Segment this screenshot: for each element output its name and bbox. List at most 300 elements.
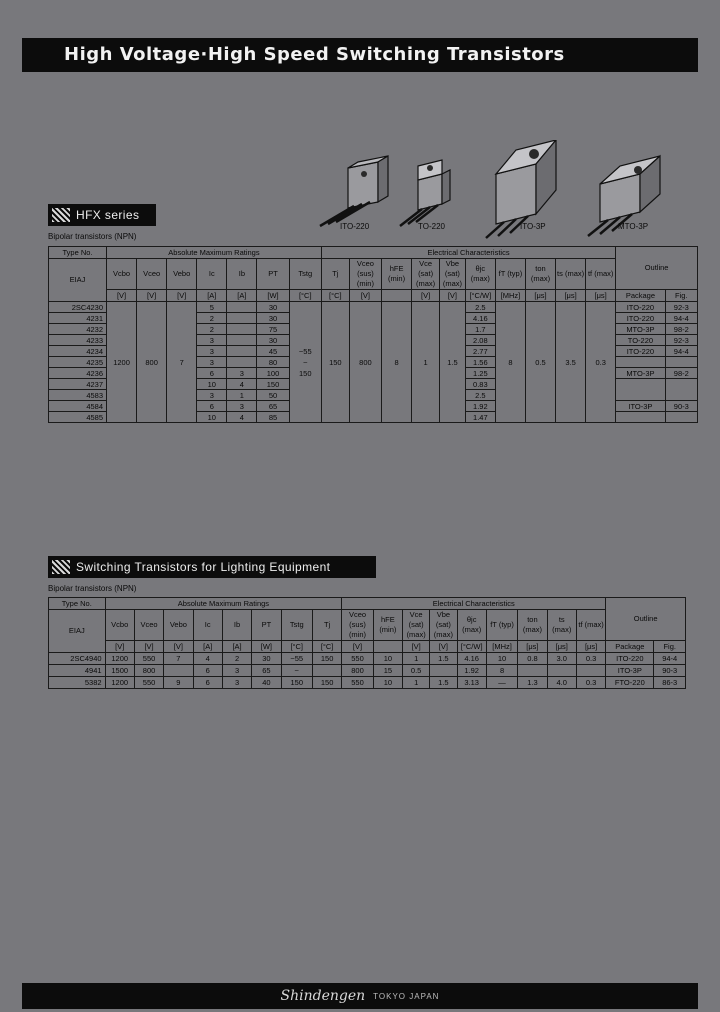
hdr-fig: Fig. [665, 290, 697, 302]
cell-vceo [137, 390, 167, 401]
cell-tj [321, 412, 349, 423]
cell-package [616, 357, 665, 368]
cell-vbe: 1.5 [430, 677, 457, 689]
cell-vbe_sat [440, 368, 466, 379]
cell-vbe: 1.5 [430, 653, 457, 665]
cell-vebo: 7 [164, 653, 193, 665]
cell-ts [556, 401, 586, 412]
cell-tj [321, 302, 349, 313]
section-mark-icon [52, 208, 70, 222]
cell-vceo: 550 [134, 677, 163, 689]
cell-fig: 98-2 [665, 368, 697, 379]
cell-ib [227, 302, 257, 313]
lhdr-ib: Ib [222, 610, 251, 641]
cell-ts [556, 335, 586, 346]
lunit-ib: [A] [222, 641, 251, 653]
lunit-hfe [373, 641, 402, 653]
cell-theta: 2.08 [465, 335, 495, 346]
cell-vceo [137, 324, 167, 335]
unit-vcbo: [V] [107, 290, 137, 302]
lunit-tj: [°C] [312, 641, 341, 653]
cell-hfe: 8 [382, 357, 412, 368]
hfx-spec-table [48, 246, 698, 423]
cell-theta: 1.56 [465, 357, 495, 368]
cell-type: 4237 [49, 379, 107, 390]
cell-vce: 1 [403, 677, 430, 689]
cell-tstg: ~ [281, 665, 312, 677]
cell-tj: 150 [321, 357, 349, 368]
unit-pt: [W] [257, 290, 289, 302]
lhdr-vbe: Vbe (sat) (max) [430, 610, 457, 641]
lunit-vce: [V] [403, 641, 430, 653]
table-row [49, 346, 698, 357]
cell-ic: 10 [197, 379, 227, 390]
cell-vceo [137, 302, 167, 313]
table-row [49, 665, 686, 677]
cell-tf [586, 335, 616, 346]
cell-tf: 0.3 [576, 677, 605, 689]
cell-vbe_sat [440, 412, 466, 423]
cell-vce_sat [412, 368, 440, 379]
cell-tf: 0.3 [586, 357, 616, 368]
hfx-series-tag: HFX series [48, 204, 156, 226]
cell-ic: 3 [197, 335, 227, 346]
cell-ts [547, 665, 576, 677]
cell-theta: 4.16 [465, 313, 495, 324]
cell-fig [665, 357, 697, 368]
cell-vebo [164, 665, 193, 677]
unit-ts: [μs] [556, 290, 586, 302]
table-row [49, 401, 698, 412]
cell-tj [321, 313, 349, 324]
cell-pt: 100 [257, 368, 289, 379]
cell-ft: 10 [486, 653, 517, 665]
cell-vce_sat [412, 379, 440, 390]
cell-tstg [289, 324, 321, 335]
cell-tj [321, 379, 349, 390]
cell-vcbo [107, 412, 137, 423]
cell-ton [525, 390, 555, 401]
unit-hfe [382, 290, 412, 302]
cell-tf [586, 313, 616, 324]
hdr-vbe-sat: Vbe (sat) (max) [440, 259, 466, 290]
hdr-hfe: hFE (min) [382, 259, 412, 290]
cell-package: TO-220 [616, 335, 665, 346]
cell-hfe [382, 313, 412, 324]
cell-vebo [167, 302, 197, 313]
cell-tj: 150 [312, 653, 341, 665]
pkg-label-ito3p: ITO-3P [520, 222, 546, 231]
lhdr-vebo: Vebo [164, 610, 193, 641]
lhdr-tj: Tj [312, 610, 341, 641]
cell-ib [227, 346, 257, 357]
cell-vcbo [107, 390, 137, 401]
cell-ib: 3 [222, 677, 251, 689]
hdr-tstg: Tstg [289, 259, 321, 290]
cell-ton [525, 335, 555, 346]
table-row [49, 313, 698, 324]
cell-hfe: 10 [373, 677, 402, 689]
cell-type: 2SC4940 [49, 653, 106, 665]
cell-pt: 50 [257, 390, 289, 401]
cell-ft [495, 401, 525, 412]
hdr-ic: Ic [197, 259, 227, 290]
hdr-abs-max: Absolute Maximum Ratings [107, 247, 322, 259]
cell-fig: 92-3 [665, 335, 697, 346]
hdr-vce-sat: Vce (sat) (max) [412, 259, 440, 290]
cell-vceo_sus: 800 [349, 357, 381, 368]
table-row [49, 677, 686, 689]
cell-vcbo [107, 379, 137, 390]
cell-package: ITO-220 [616, 302, 665, 313]
cell-fig: 90-3 [654, 665, 686, 677]
cell-ft [495, 302, 525, 313]
cell-tj: 150 [312, 677, 341, 689]
cell-type: 4941 [49, 665, 106, 677]
lhdr-pt: PT [252, 610, 281, 641]
hdr-vcbo: Vcbo [107, 259, 137, 290]
hdr-ton: ton (max) [525, 259, 555, 290]
cell-vebo [167, 401, 197, 412]
lhdr-vsus: Vceo (sus) (min) [342, 610, 373, 641]
lhdr-abs-max: Absolute Maximum Ratings [105, 598, 342, 610]
cell-type: 4235 [49, 357, 107, 368]
cell-ts [556, 390, 586, 401]
cell-vebo [167, 368, 197, 379]
cell-package: ITO-220 [616, 346, 665, 357]
cell-type: 4583 [49, 390, 107, 401]
cell-theta: 1.25 [465, 368, 495, 379]
cell-vcbo: 1200 [107, 357, 137, 368]
cell-vebo [167, 324, 197, 335]
lunit-ts: [μs] [547, 641, 576, 653]
cell-vbe_sat [440, 335, 466, 346]
cell-tf [586, 368, 616, 379]
cell-theta: 2.5 [465, 302, 495, 313]
cell-vbe_sat [440, 390, 466, 401]
hdr-pt: PT [257, 259, 289, 290]
cell-type: 4236 [49, 368, 107, 379]
cell-ft [495, 335, 525, 346]
cell-vebo [167, 379, 197, 390]
cell-ib: 2 [222, 653, 251, 665]
pkg-label-to220: TO-220 [418, 222, 445, 231]
lhdr-tf: tf (max) [576, 610, 605, 641]
cell-type: 4233 [49, 335, 107, 346]
hdr-tj: Tj [321, 259, 349, 290]
cell-theta: 3.13 [457, 677, 486, 689]
cell-hfe [382, 412, 412, 423]
cell-vce: 0.5 [403, 665, 430, 677]
cell-ft: 8 [495, 357, 525, 368]
hdr-tf: tf (max) [586, 259, 616, 290]
cell-tf [586, 379, 616, 390]
lhdr-theta: θjc (max) [457, 610, 486, 641]
cell-vceo [137, 412, 167, 423]
cell-ton [525, 313, 555, 324]
cell-ts [556, 412, 586, 423]
cell-pt: 30 [257, 335, 289, 346]
lhdr-ic: Ic [193, 610, 222, 641]
cell-ft [495, 346, 525, 357]
cell-vbe_sat [440, 324, 466, 335]
table-row [49, 653, 686, 665]
cell-hfe [382, 368, 412, 379]
lhdr-elec: Electrical Characteristics [342, 598, 606, 610]
lunit-tstg: [°C] [281, 641, 312, 653]
pkg-label-ito220: ITO-220 [340, 222, 370, 231]
cell-tf [576, 665, 605, 677]
lunit-vceo: [V] [134, 641, 163, 653]
cell-ton [525, 368, 555, 379]
cell-vce_sat [412, 401, 440, 412]
to220-drawing [400, 160, 450, 226]
hdr-ib: Ib [227, 259, 257, 290]
cell-tstg [289, 335, 321, 346]
cell-package: ITO-220 [616, 313, 665, 324]
cell-ib [227, 324, 257, 335]
cell-vce_sat [412, 346, 440, 357]
cell-ic: 6 [193, 677, 222, 689]
cell-type: 4584 [49, 401, 107, 412]
cell-vce_sat: 1 [412, 357, 440, 368]
cell-pt: 30 [257, 313, 289, 324]
cell-pkg: ITO-220 [606, 653, 654, 665]
cell-ib [227, 357, 257, 368]
cell-pkg: FTO-220 [606, 677, 654, 689]
cell-ft [495, 412, 525, 423]
cell-pkg: ITO-3P [606, 665, 654, 677]
cell-vceo_sus [349, 335, 381, 346]
hdr-outline: Outline [616, 247, 698, 290]
hdr-vceo-sus: Vceo (sus) (min) [349, 259, 381, 290]
unit-tf: [μs] [586, 290, 616, 302]
cell-tj [321, 401, 349, 412]
cell-type: 2SC4230 [49, 302, 107, 313]
table-row [49, 390, 698, 401]
table-row [49, 302, 698, 313]
cell-tj [312, 665, 341, 677]
cell-vebo [167, 412, 197, 423]
cell-ic: 3 [197, 357, 227, 368]
cell-fig: 94-4 [654, 653, 686, 665]
cell-hfe [382, 324, 412, 335]
cell-ib: 3 [227, 368, 257, 379]
lunit-vbe: [V] [430, 641, 457, 653]
table-row [49, 335, 698, 346]
cell-vceo [137, 313, 167, 324]
cell-vbe_sat [440, 302, 466, 313]
lunit-vcbo: [V] [105, 641, 134, 653]
cell-hfe: 15 [373, 665, 402, 677]
lunit-ft: [MHz] [486, 641, 517, 653]
cell-package: MTO-3P [616, 368, 665, 379]
cell-ft [495, 368, 525, 379]
cell-ts: 3.5 [556, 357, 586, 368]
table-row [49, 379, 698, 390]
unit-vceo: [V] [137, 290, 167, 302]
cell-vebo [167, 313, 197, 324]
cell-ton [525, 401, 555, 412]
cell-vce_sat [412, 335, 440, 346]
cell-ton: 1.3 [518, 677, 547, 689]
cell-hfe [382, 401, 412, 412]
cell-vceo: 550 [134, 653, 163, 665]
lhdr-eiaj: EIAJ [49, 610, 106, 653]
cell-vceo_sus [349, 324, 381, 335]
cell-ton: 0.8 [518, 653, 547, 665]
cell-pt: 65 [257, 401, 289, 412]
cell-vceo_sus [349, 412, 381, 423]
cell-vbe [430, 665, 457, 677]
cell-tstg: 150 [281, 677, 312, 689]
cell-ts [556, 346, 586, 357]
hdr-theta: θjc (max) [465, 259, 495, 290]
cell-theta: 4.16 [457, 653, 486, 665]
cell-vce_sat [412, 302, 440, 313]
cell-type: 5382 [49, 677, 106, 689]
cell-vebo: 9 [164, 677, 193, 689]
cell-theta: 0.83 [465, 379, 495, 390]
lighting-spec-table [48, 597, 686, 689]
cell-hfe: 10 [373, 653, 402, 665]
cell-ic: 6 [197, 401, 227, 412]
lunit-vsus: [V] [342, 641, 373, 653]
cell-type: 4234 [49, 346, 107, 357]
cell-vce: 1 [403, 653, 430, 665]
hdr-ts: ts (max) [556, 259, 586, 290]
cell-ic: 3 [197, 346, 227, 357]
lhdr-ton: ton (max) [518, 610, 547, 641]
cell-tj [321, 346, 349, 357]
cell-ic: 6 [197, 368, 227, 379]
table-row [49, 412, 698, 423]
cell-fig: 94-4 [665, 346, 697, 357]
cell-vceo_sus [349, 346, 381, 357]
cell-vceo [137, 379, 167, 390]
cell-vcbo [107, 401, 137, 412]
cell-vbe_sat [440, 379, 466, 390]
hdr-elec: Electrical Characteristics [321, 247, 615, 259]
cell-fig [665, 412, 697, 423]
cell-ib: 1 [227, 390, 257, 401]
table-row [49, 357, 698, 368]
cell-vbe_sat [440, 346, 466, 357]
cell-type: 4585 [49, 412, 107, 423]
cell-hfe [382, 302, 412, 313]
cell-tstg: ~ [289, 357, 321, 368]
cell-tf [586, 346, 616, 357]
cell-pt: 30 [252, 653, 281, 665]
unit-tstg: [°C] [289, 290, 321, 302]
cell-ts [556, 379, 586, 390]
cell-vceo_sus [349, 401, 381, 412]
cell-ic: 10 [197, 412, 227, 423]
lhdr-ts: ts (max) [547, 610, 576, 641]
cell-tstg: 150 [289, 368, 321, 379]
lhdr-vce: Vce (sat) (max) [403, 610, 430, 641]
cell-ft: — [486, 677, 517, 689]
cell-tf [586, 302, 616, 313]
cell-tstg [289, 401, 321, 412]
cell-tf [586, 390, 616, 401]
hdr-vceo: Vceo [137, 259, 167, 290]
cell-pt: 40 [252, 677, 281, 689]
hdr-vebo: Vebo [167, 259, 197, 290]
footer-bar [22, 983, 698, 1009]
cell-tf [586, 401, 616, 412]
unit-tj: [°C] [321, 290, 349, 302]
lighting-caption: Bipolar transistors (NPN) [48, 584, 137, 593]
hdr-eiaj: EIAJ [49, 259, 107, 302]
cell-vcbo [107, 324, 137, 335]
cell-vebo [167, 335, 197, 346]
cell-tj [321, 390, 349, 401]
cell-vceo: 800 [134, 665, 163, 677]
cell-vbe_sat [440, 401, 466, 412]
cell-vce_sat [412, 390, 440, 401]
cell-vceo [137, 335, 167, 346]
unit-vbe: [V] [440, 290, 466, 302]
cell-ton [525, 324, 555, 335]
cell-vceo_sus [349, 313, 381, 324]
cell-ic: 6 [193, 665, 222, 677]
cell-fig [665, 390, 697, 401]
cell-theta: 2.5 [465, 390, 495, 401]
cell-ib: 3 [227, 401, 257, 412]
cell-vceo_sus [349, 379, 381, 390]
cell-vceo_sus [349, 390, 381, 401]
cell-vebo [167, 346, 197, 357]
lunit-theta: [°C/W] [457, 641, 486, 653]
cell-ic: 5 [197, 302, 227, 313]
unit-ft: [MHz] [495, 290, 525, 302]
cell-vcbo: 1200 [105, 653, 134, 665]
hfx-caption: Bipolar transistors (NPN) [48, 232, 137, 241]
pkg-label-mto3p: MTO-3P [618, 222, 649, 231]
cell-vsus: 550 [342, 653, 373, 665]
cell-ft [495, 379, 525, 390]
cell-theta: 1.92 [465, 401, 495, 412]
cell-tj [321, 335, 349, 346]
unit-vce: [V] [412, 290, 440, 302]
lighting-series-tag: Switching Transistors for Lighting Equipment [48, 556, 376, 578]
cell-hfe [382, 346, 412, 357]
cell-vcbo [107, 313, 137, 324]
lunit-tf: [μs] [576, 641, 605, 653]
brand-logo: Shindengen [280, 988, 366, 1004]
cell-ib [227, 313, 257, 324]
cell-fig: 90-3 [665, 401, 697, 412]
cell-vsus: 550 [342, 677, 373, 689]
lhdr-hfe: hFE (min) [373, 610, 402, 641]
cell-vce_sat [412, 412, 440, 423]
lhdr-tstg: Tstg [281, 610, 312, 641]
cell-pt: 85 [257, 412, 289, 423]
unit-vebo: [V] [167, 290, 197, 302]
cell-tf [586, 412, 616, 423]
lunit-ic: [A] [193, 641, 222, 653]
unit-ib: [A] [227, 290, 257, 302]
cell-vsus: 800 [342, 665, 373, 677]
cell-fig [665, 379, 697, 390]
cell-vceo [137, 401, 167, 412]
cell-fig: 92-3 [665, 302, 697, 313]
lhdr-package: Package [606, 641, 654, 653]
cell-vcbo [107, 346, 137, 357]
page-title: High Voltage·High Speed Switching Transistors [64, 44, 565, 65]
cell-type: 4232 [49, 324, 107, 335]
